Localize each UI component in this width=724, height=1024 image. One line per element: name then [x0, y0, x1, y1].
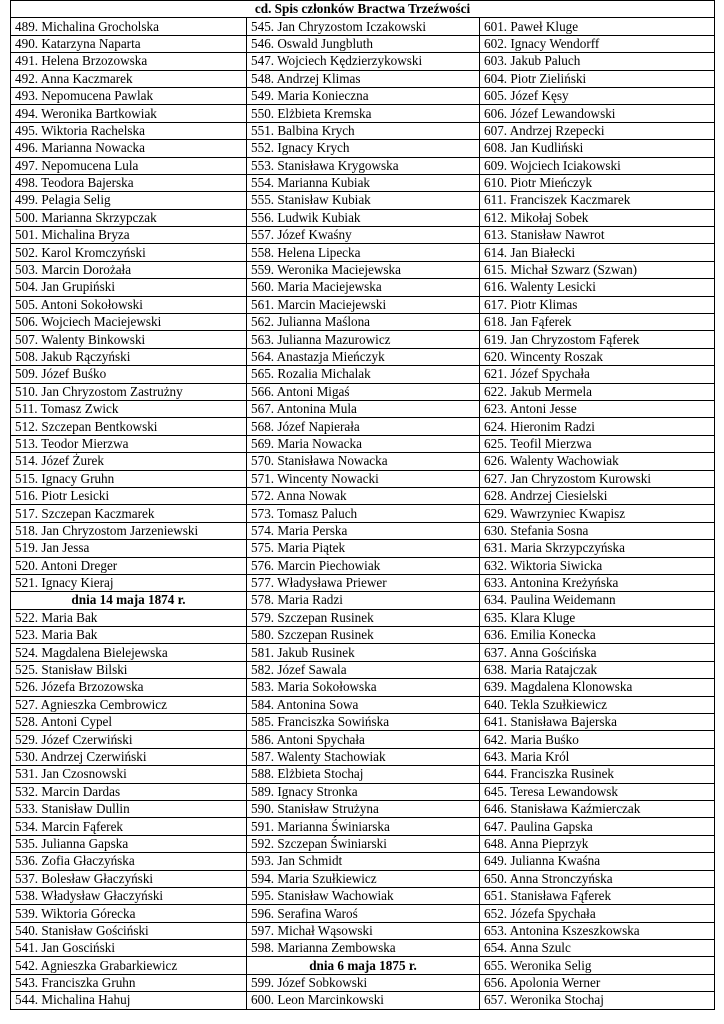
member-entry: 506. Wojciech Maciejewski: [11, 314, 247, 331]
member-entry: 490. Katarzyna Naparta: [11, 35, 247, 52]
member-entry: 626. Walenty Wachowiak: [480, 453, 715, 470]
member-entry: 652. Józefa Spychała: [480, 905, 715, 922]
member-entry: 599. Józef Sobkowski: [247, 974, 480, 991]
table-row: [11, 661, 715, 678]
member-entry: 525. Stanisław Bilski: [11, 661, 247, 678]
member-entry: 533. Stanisław Dullin: [11, 800, 247, 817]
member-entry: 583. Maria Sokołowska: [247, 679, 480, 696]
member-entry: 611. Franciszek Kaczmarek: [480, 192, 715, 209]
table-row: [11, 70, 715, 87]
members-table: [10, 0, 715, 1010]
member-entry: 520. Antoni Dreger: [11, 557, 247, 574]
member-entry: 504. Jan Grupiński: [11, 279, 247, 296]
table-row: [11, 366, 715, 383]
member-entry: 624. Hieronim Radzi: [480, 418, 715, 435]
member-entry: 519. Jan Jessa: [11, 540, 247, 557]
member-entry: 495. Wiktoria Rachelska: [11, 122, 247, 139]
member-entry: 493. Nepomucena Pawlak: [11, 87, 247, 104]
member-entry: 536. Zofia Głaczyńska: [11, 853, 247, 870]
date-heading: dnia 6 maja 1875 r.: [247, 957, 480, 974]
member-entry: 635. Klara Kluge: [480, 609, 715, 626]
table-row: [11, 244, 715, 261]
table-row: [11, 592, 715, 609]
member-entry: 645. Teresa Lewandowsk: [480, 783, 715, 800]
member-entry: 607. Andrzej Rzepecki: [480, 122, 715, 139]
member-entry: 557. Józef Kwaśny: [247, 227, 480, 244]
table-row: [11, 331, 715, 348]
table-row: [11, 400, 715, 417]
member-entry: 552. Ignacy Krych: [247, 140, 480, 157]
member-entry: 657. Weronika Stochaj: [480, 992, 715, 1009]
member-entry: 550. Elżbieta Kremska: [247, 105, 480, 122]
member-entry: 555. Stanisław Kubiak: [247, 192, 480, 209]
member-entry: 539. Wiktoria Górecka: [11, 905, 247, 922]
member-entry: 546. Oswald Jungbluth: [247, 35, 480, 52]
member-entry: 558. Helena Lipecka: [247, 244, 480, 261]
table-row: [11, 470, 715, 487]
member-entry: 584. Antonina Sowa: [247, 696, 480, 713]
member-entry: 528. Antoni Cypel: [11, 714, 247, 731]
table-row: [11, 679, 715, 696]
member-entry: 541. Jan Gosciński: [11, 940, 247, 957]
table-row: [11, 418, 715, 435]
member-entry: 510. Jan Chryzostom Zastrużny: [11, 383, 247, 400]
member-entry: 620. Wincenty Roszak: [480, 348, 715, 365]
member-entry: 586. Antoni Spychała: [247, 731, 480, 748]
member-entry: 601. Paweł Kluge: [480, 18, 715, 35]
member-entry: 643. Maria Król: [480, 748, 715, 765]
table-row: [11, 731, 715, 748]
member-entry: 632. Wiktoria Siwicka: [480, 557, 715, 574]
member-entry: 638. Maria Ratajczak: [480, 661, 715, 678]
member-entry: 641. Stanisława Bajerska: [480, 714, 715, 731]
member-entry: 631. Maria Skrzypczyńska: [480, 540, 715, 557]
table-row: [11, 279, 715, 296]
member-entry: 603. Jakub Paluch: [480, 53, 715, 70]
member-entry: 498. Teodora Bajerska: [11, 174, 247, 191]
member-entry: 530. Andrzej Czerwiński: [11, 748, 247, 765]
table-row: [11, 905, 715, 922]
title-row: [11, 1, 715, 18]
member-entry: 580. Szczepan Rusinek: [247, 627, 480, 644]
member-entry: 532. Marcin Dardas: [11, 783, 247, 800]
table-row: [11, 522, 715, 539]
member-entry: 562. Julianna Maślona: [247, 314, 480, 331]
member-entry: 521. Ignacy Kieraj: [11, 574, 247, 591]
member-entry: 531. Jan Czosnowski: [11, 766, 247, 783]
member-entry: 629. Wawrzyniec Kwapisz: [480, 505, 715, 522]
member-entry: 612. Mikołaj Sobek: [480, 209, 715, 226]
member-entry: 499. Pelagia Selig: [11, 192, 247, 209]
table-row: [11, 505, 715, 522]
table-row: [11, 227, 715, 244]
member-entry: 588. Elżbieta Stochaj: [247, 766, 480, 783]
table-row: [11, 383, 715, 400]
table-title: cd. Spis członków Bractwa Trzeźwości: [11, 1, 715, 18]
table-row: [11, 192, 715, 209]
member-entry: 619. Jan Chryzostom Fąferek: [480, 331, 715, 348]
member-entry: 570. Stanisława Nowacka: [247, 453, 480, 470]
member-entry: 553. Stanisława Krygowska: [247, 157, 480, 174]
member-entry: 602. Ignacy Wendorff: [480, 35, 715, 52]
table-row: [11, 609, 715, 626]
member-entry: 538. Władysław Głaczyński: [11, 887, 247, 904]
member-entry: 556. Ludwik Kubiak: [247, 209, 480, 226]
table-row: [11, 35, 715, 52]
member-entry: 545. Jan Chryzostom Iczakowski: [247, 18, 480, 35]
member-entry: 590. Stanisław Strużyna: [247, 800, 480, 817]
table-row: [11, 853, 715, 870]
member-entry: 554. Marianna Kubiak: [247, 174, 480, 191]
member-entry: 551. Balbina Krych: [247, 122, 480, 139]
table-row: [11, 870, 715, 887]
table-row: [11, 783, 715, 800]
member-entry: 642. Maria Buśko: [480, 731, 715, 748]
member-entry: 543. Franciszka Gruhn: [11, 974, 247, 991]
member-entry: 634. Paulina Weidemann: [480, 592, 715, 609]
member-entry: 608. Jan Kudliński: [480, 140, 715, 157]
member-entry: 633. Antonina Kreżyńska: [480, 574, 715, 591]
member-entry: 529. Józef Czerwiński: [11, 731, 247, 748]
member-entry: 523. Maria Bak: [11, 627, 247, 644]
member-entry: 489. Michalina Grocholska: [11, 18, 247, 35]
member-entry: 574. Maria Perska: [247, 522, 480, 539]
member-entry: 571. Wincenty Nowacki: [247, 470, 480, 487]
member-entry: 639. Magdalena Klonowska: [480, 679, 715, 696]
member-entry: 516. Piotr Lesicki: [11, 487, 247, 504]
member-entry: 600. Leon Marcinkowski: [247, 992, 480, 1009]
table-row: [11, 557, 715, 574]
member-entry: 503. Marcin Dorożała: [11, 261, 247, 278]
member-entry: 582. Józef Sawala: [247, 661, 480, 678]
table-row: [11, 18, 715, 35]
table-row: [11, 140, 715, 157]
member-entry: 598. Marianna Zembowska: [247, 940, 480, 957]
member-entry: 567. Antonina Mula: [247, 400, 480, 417]
member-entry: 559. Weronika Maciejewska: [247, 261, 480, 278]
member-entry: 526. Józefa Brzozowska: [11, 679, 247, 696]
table-row: [11, 696, 715, 713]
member-entry: 505. Antoni Sokołowski: [11, 296, 247, 313]
member-entry: 576. Marcin Piechowiak: [247, 557, 480, 574]
table-row: [11, 748, 715, 765]
member-entry: 617. Piotr Klimas: [480, 296, 715, 313]
member-entry: 565. Rozalia Michalak: [247, 366, 480, 383]
member-entry: 512. Szczepan Bentkowski: [11, 418, 247, 435]
member-entry: 547. Wojciech Kędzierzykowski: [247, 53, 480, 70]
member-entry: 589. Ignacy Stronka: [247, 783, 480, 800]
member-entry: 511. Tomasz Zwick: [11, 400, 247, 417]
table-row: [11, 974, 715, 991]
member-entry: 628. Andrzej Ciesielski: [480, 487, 715, 504]
table-row: [11, 261, 715, 278]
member-entry: 613. Stanisław Nawrot: [480, 227, 715, 244]
table-row: [11, 314, 715, 331]
member-entry: 637. Anna Gościńska: [480, 644, 715, 661]
member-entry: 561. Marcin Maciejewski: [247, 296, 480, 313]
table-row: [11, 122, 715, 139]
member-entry: 537. Bolesław Głaczyński: [11, 870, 247, 887]
member-entry: 625. Teofil Mierzwa: [480, 435, 715, 452]
table-row: [11, 818, 715, 835]
member-entry: 563. Julianna Mazurowicz: [247, 331, 480, 348]
member-entry: 496. Marianna Nowacka: [11, 140, 247, 157]
member-entry: 591. Marianna Świniarska: [247, 818, 480, 835]
member-entry: 548. Andrzej Klimas: [247, 70, 480, 87]
table-body: [11, 18, 715, 1009]
table-row: [11, 922, 715, 939]
member-entry: 518. Jan Chryzostom Jarzeniewski: [11, 522, 247, 539]
member-entry: 507. Walenty Binkowski: [11, 331, 247, 348]
table-row: [11, 435, 715, 452]
member-entry: 636. Emilia Konecka: [480, 627, 715, 644]
member-entry: 592. Szczepan Świniarski: [247, 835, 480, 852]
member-entry: 640. Tekla Szułkiewicz: [480, 696, 715, 713]
member-entry: 630. Stefania Sosna: [480, 522, 715, 539]
member-entry: 527. Agnieszka Cembrowicz: [11, 696, 247, 713]
table-row: [11, 296, 715, 313]
member-entry: 524. Magdalena Bielejewska: [11, 644, 247, 661]
member-entry: 648. Anna Pieprzyk: [480, 835, 715, 852]
member-entry: 560. Maria Maciejewska: [247, 279, 480, 296]
member-entry: 594. Maria Szułkiewicz: [247, 870, 480, 887]
member-entry: 569. Maria Nowacka: [247, 435, 480, 452]
member-entry: 542. Agnieszka Grabarkiewicz: [11, 957, 247, 974]
member-entry: 604. Piotr Zieliński: [480, 70, 715, 87]
member-entry: 534. Marcin Fąferek: [11, 818, 247, 835]
member-entry: 500. Marianna Skrzypczak: [11, 209, 247, 226]
member-entry: 646. Stanisława Kaźmierczak: [480, 800, 715, 817]
member-entry: 491. Helena Brzozowska: [11, 53, 247, 70]
table-row: [11, 487, 715, 504]
table-row: [11, 540, 715, 557]
member-entry: 605. Józef Kęsy: [480, 87, 715, 104]
table-row: [11, 887, 715, 904]
member-entry: 578. Maria Radzi: [247, 592, 480, 609]
table-row: [11, 940, 715, 957]
table-row: [11, 992, 715, 1009]
member-entry: 509. Józef Buśko: [11, 366, 247, 383]
member-entry: 647. Paulina Gapska: [480, 818, 715, 835]
member-entry: 585. Franciszka Sowińska: [247, 714, 480, 731]
member-entry: 573. Tomasz Paluch: [247, 505, 480, 522]
member-entry: 540. Stanisław Gościński: [11, 922, 247, 939]
table-row: [11, 835, 715, 852]
member-entry: 656. Apolonia Werner: [480, 974, 715, 991]
member-entry: 502. Karol Kromczyński: [11, 244, 247, 261]
member-entry: 614. Jan Białecki: [480, 244, 715, 261]
member-entry: 535. Julianna Gapska: [11, 835, 247, 852]
member-entry: 655. Weronika Selig: [480, 957, 715, 974]
member-entry: 606. Józef Lewandowski: [480, 105, 715, 122]
member-entry: 616. Walenty Lesicki: [480, 279, 715, 296]
member-entry: 644. Franciszka Rusinek: [480, 766, 715, 783]
member-entry: 651. Stanisława Fąferek: [480, 887, 715, 904]
member-entry: 618. Jan Fąferek: [480, 314, 715, 331]
member-entry: 615. Michał Szwarz (Szwan): [480, 261, 715, 278]
member-entry: 577. Władysława Priewer: [247, 574, 480, 591]
member-entry: 595. Stanisław Wachowiak: [247, 887, 480, 904]
member-entry: 564. Anastazja Mieńczyk: [247, 348, 480, 365]
member-entry: 501. Michalina Bryza: [11, 227, 247, 244]
table-row: [11, 766, 715, 783]
table-row: [11, 453, 715, 470]
member-entry: 654. Anna Szulc: [480, 940, 715, 957]
member-entry: 653. Antonina Kszeszkowska: [480, 922, 715, 939]
member-entry: 596. Serafina Waroś: [247, 905, 480, 922]
table-row: [11, 800, 715, 817]
member-entry: 581. Jakub Rusinek: [247, 644, 480, 661]
table-row: [11, 714, 715, 731]
member-entry: 549. Maria Konieczna: [247, 87, 480, 104]
member-entry: 568. Józef Napierała: [247, 418, 480, 435]
member-entry: 513. Teodor Mierzwa: [11, 435, 247, 452]
member-entry: 579. Szczepan Rusinek: [247, 609, 480, 626]
table-row: [11, 627, 715, 644]
member-entry: 627. Jan Chryzostom Kurowski: [480, 470, 715, 487]
table-row: [11, 105, 715, 122]
table-row: [11, 157, 715, 174]
table-row: [11, 348, 715, 365]
member-entry: 650. Anna Stronczyńska: [480, 870, 715, 887]
table-row: [11, 574, 715, 591]
table-row: [11, 174, 715, 191]
date-heading: dnia 14 maja 1874 r.: [11, 592, 247, 609]
member-entry: 515. Ignacy Gruhn: [11, 470, 247, 487]
table-row: [11, 87, 715, 104]
member-entry: 494. Weronika Bartkowiak: [11, 105, 247, 122]
member-entry: 610. Piotr Mieńczyk: [480, 174, 715, 191]
member-entry: 609. Wojciech Iciakowski: [480, 157, 715, 174]
member-entry: 514. Józef Żurek: [11, 453, 247, 470]
member-entry: 517. Szczepan Kaczmarek: [11, 505, 247, 522]
member-entry: 587. Walenty Stachowiak: [247, 748, 480, 765]
member-entry: 622. Jakub Mermela: [480, 383, 715, 400]
table-row: [11, 53, 715, 70]
member-entry: 497. Nepomucena Lula: [11, 157, 247, 174]
member-entry: 575. Maria Piątek: [247, 540, 480, 557]
member-entry: 623. Antoni Jesse: [480, 400, 715, 417]
member-entry: 566. Antoni Migaś: [247, 383, 480, 400]
member-entry: 492. Anna Kaczmarek: [11, 70, 247, 87]
member-entry: 522. Maria Bak: [11, 609, 247, 626]
member-entry: 621. Józef Spychała: [480, 366, 715, 383]
table-row: [11, 957, 715, 974]
member-entry: 649. Julianna Kwaśna: [480, 853, 715, 870]
member-entry: 508. Jakub Rączyński: [11, 348, 247, 365]
member-entry: 572. Anna Nowak: [247, 487, 480, 504]
table-row: [11, 644, 715, 661]
member-entry: 593. Jan Schmidt: [247, 853, 480, 870]
table-row: [11, 209, 715, 226]
member-entry: 544. Michalina Hahuj: [11, 992, 247, 1009]
member-entry: 597. Michał Wąsowski: [247, 922, 480, 939]
